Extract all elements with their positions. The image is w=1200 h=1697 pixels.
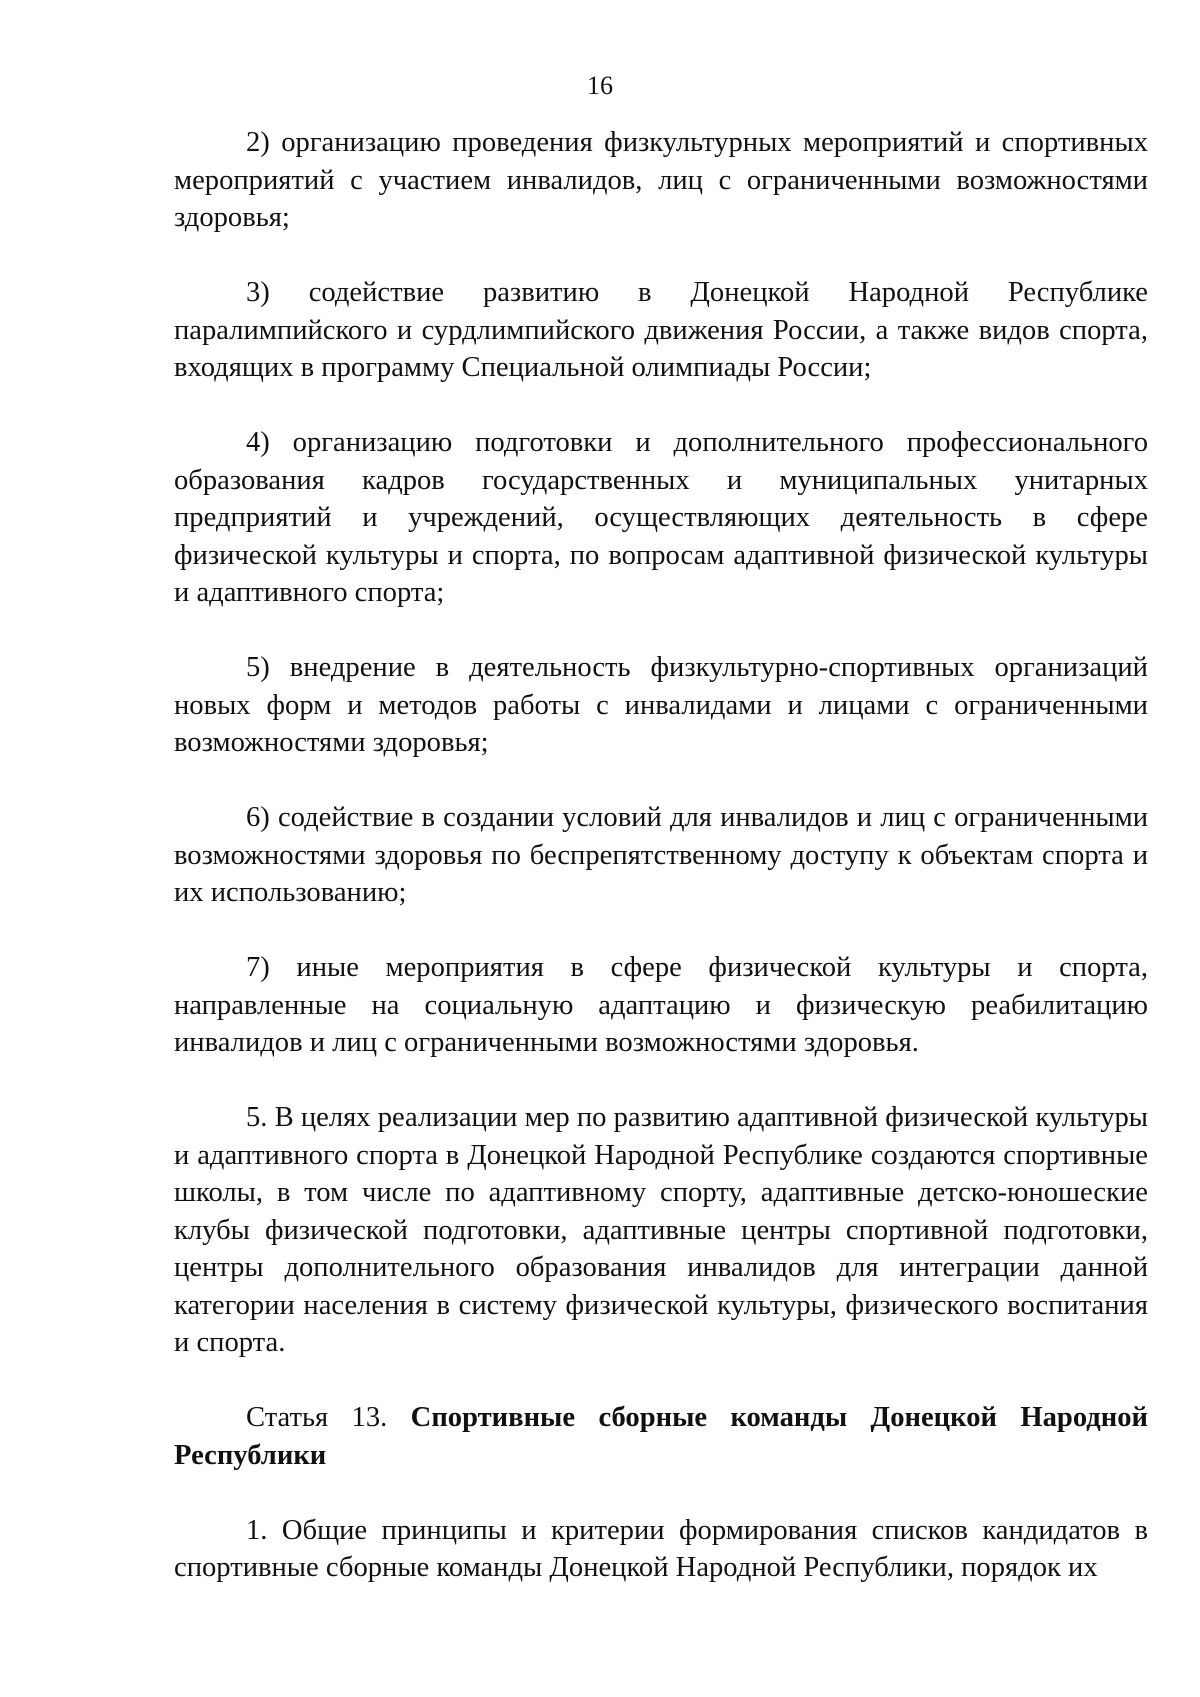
list-item-2: 2) организацию проведения физкультурных мероприятий и спортивных мероприятий с участием инвалидов, лиц с ограниченными возможностями здоровья; — [174, 127, 1148, 233]
list-item-3: 3) содействие развитию в Донецкой Народной Республике паралимпийского и сурдлимпийского движения России, а также видов спорта, входящих в программу Специальной олимпиады России; — [174, 277, 1148, 383]
list-item-5: 5) внедрение в деятельность физкультурно-спортивных организаций новых форм и методов работы с инвалидами и лицами с ограниченными возможностями здоровья; — [174, 652, 1148, 758]
clause-5-paragraph: 5. В целях реализации мер по развитию адаптивной физической культуры и адаптивного спорта в Донецкой Народной Республике создаются спортивные школы, в том числе по адаптивному спорту, адаптивные детско-юношеские клубы физической подготовки, адаптивные центры спортивной подготовки, центры дополнительного образования инвалидов для интеграции данной категории населения в систему физической культуры, физического воспитания и спорта. — [174, 1102, 1148, 1358]
list-item-7: 7) иные мероприятия в сфере физической культуры и спорта, направленные на социальную адаптацию и физическую реабилитацию инвалидов и лиц с ограниченными возможностями здоровья. — [174, 952, 1148, 1058]
list-item-6: 6) содействие в создании условий для инвалидов и лиц с ограниченными возможностями здоровья по беспрепятственному доступу к объектам спорта и их использованию; — [174, 802, 1148, 908]
document-body — [174, 124, 1148, 1587]
article-heading — [174, 1399, 1148, 1474]
article-title: Спортивные сборные команды Донецкой Народной Республики — [174, 1402, 1148, 1471]
list-item-4: 4) организацию подготовки и дополнительного профессионального образования кадров государственных и муниципальных унитарных предприятий и учреждений, осуществляющих деятельность в сфере физической культуры и спорта, по вопросам адаптивной физической культуры и адаптивного спорта; — [174, 427, 1148, 608]
page-number: 16 — [587, 71, 613, 100]
article-label: Статья 13. — [246, 1402, 411, 1433]
clause-1-paragraph: 1. Общие принципы и критерии формирования списков кандидатов в спортивные сборные команды Донецкой Народной Республики, порядок их — [174, 1514, 1148, 1583]
